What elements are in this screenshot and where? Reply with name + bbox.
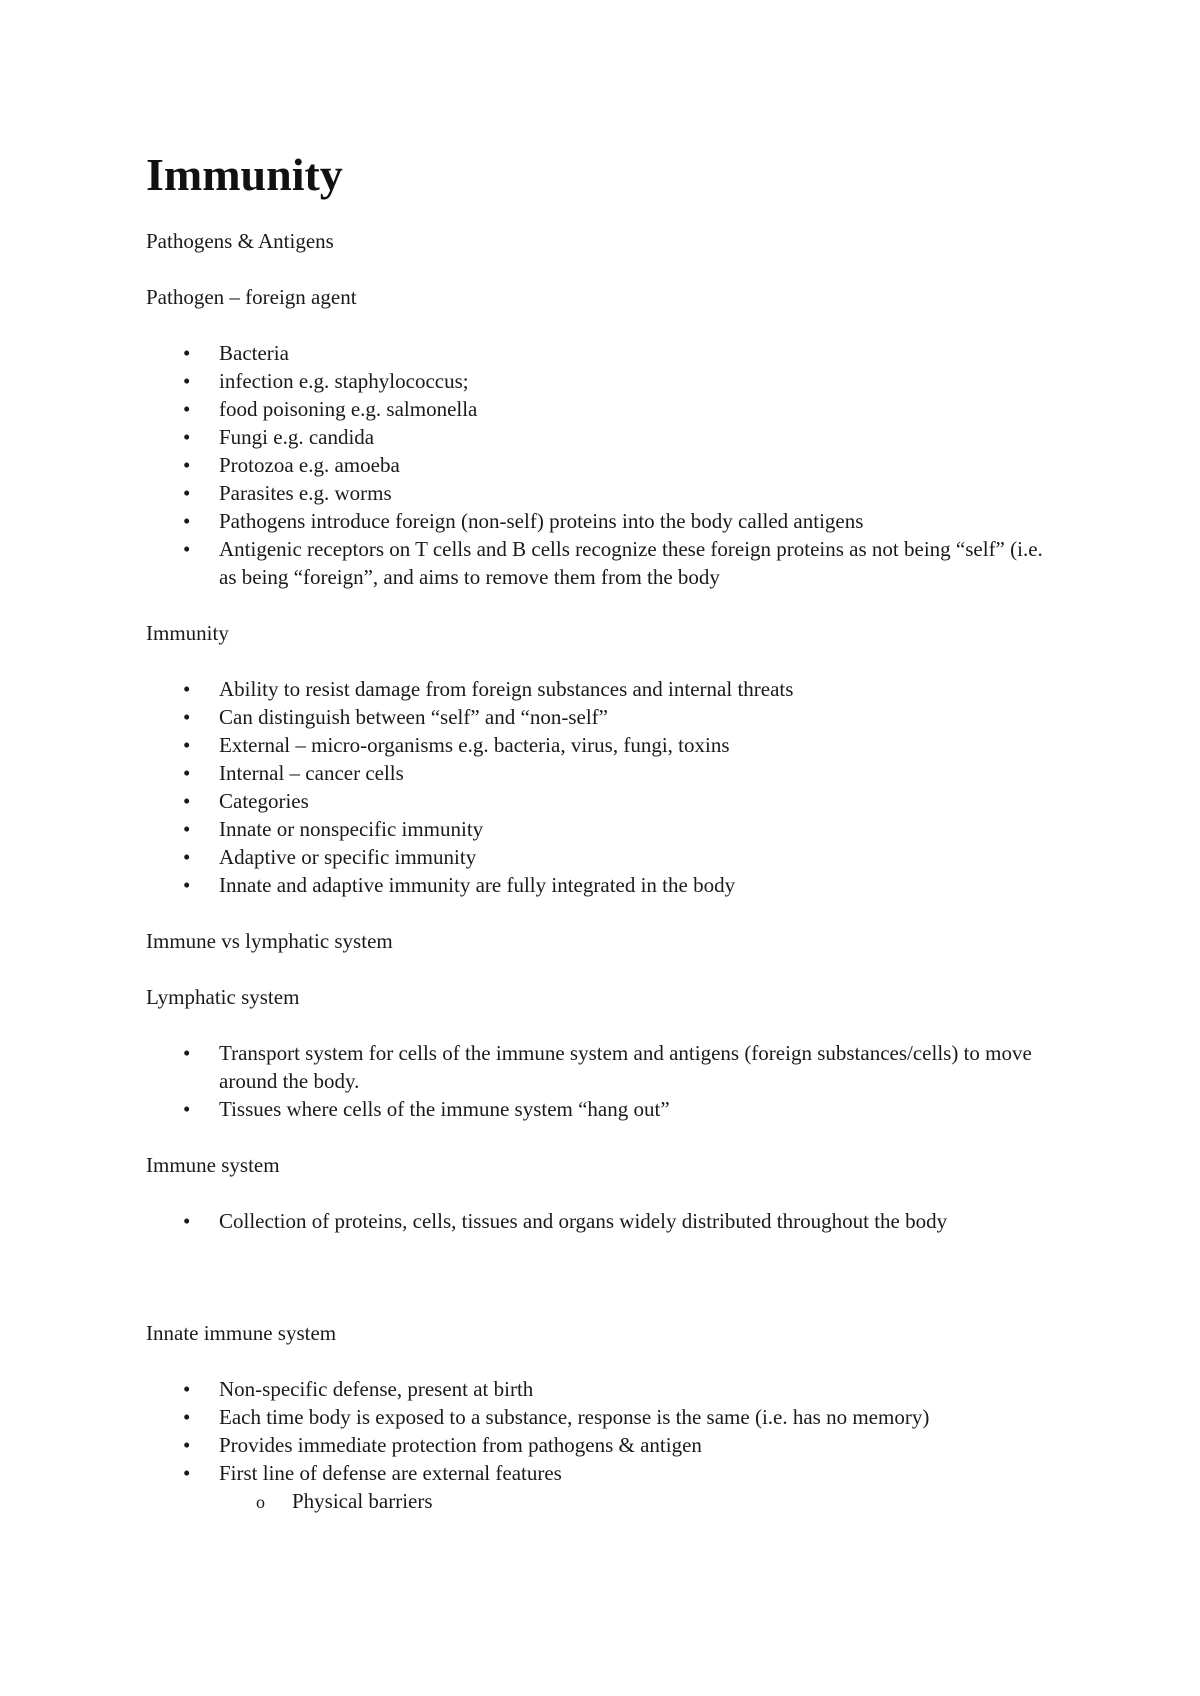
immune-system-list <box>146 1207 1046 1235</box>
bullet-icon: • <box>183 1433 191 1457</box>
immunity-list <box>146 675 1046 899</box>
list-item: • Provides immediate protection from pathogens & antigen <box>183 1433 702 1457</box>
immune-system-heading: Immune system <box>146 1153 280 1177</box>
list-item: • Tissues where cells of the immune system “hang out” <box>183 1097 670 1121</box>
list-item: • Innate and adaptive immunity are fully integrated in the body <box>183 873 736 897</box>
circle-bullet-icon: o <box>256 1492 265 1512</box>
list-item: • Pathogens introduce foreign (non-self) proteins into the body called antigens <box>183 509 864 533</box>
immune-vs-lymphatic-heading: Immune vs lymphatic system <box>146 929 393 953</box>
list-item: • Non-specific defense, present at birth <box>183 1377 534 1401</box>
list-item: • Bacteria <box>183 341 289 365</box>
list-item: o Physical barriers <box>146 1487 1046 1515</box>
bullet-icon: • <box>183 1461 191 1485</box>
list-item: • food poisoning e.g. salmonella <box>183 397 478 421</box>
bullet-icon: • <box>183 817 191 841</box>
bullet-icon: • <box>183 1041 191 1065</box>
innate-heading: Innate immune system <box>146 1321 337 1345</box>
bullet-icon: • <box>183 509 191 533</box>
list-item: • Antigenic receptors on T cells and B cells recognize these foreign proteins as not being “self” (i.e. as being “foreign”, and aims to remove them from the body <box>183 537 1043 589</box>
list-item: • First line of defense are external features <box>183 1461 562 1485</box>
bullet-icon: • <box>183 397 191 421</box>
bullet-icon: • <box>183 453 191 477</box>
list-item: • Collection of proteins, cells, tissues and organs widely distributed throughout the body <box>183 1209 948 1233</box>
immunity-heading: Immunity <box>146 621 229 645</box>
list-item: • Transport system for cells of the immune system and antigens (foreign substances/cells) to move around the body. <box>183 1041 1032 1093</box>
bullet-icon: • <box>183 677 191 701</box>
pathogens-antigens-heading: Pathogens & Antigens <box>146 229 334 253</box>
list-item: • Internal – cancer cells <box>183 761 404 785</box>
pathogen-list <box>146 339 1046 591</box>
list-item: • Ability to resist damage from foreign substances and internal threats <box>183 677 794 701</box>
list-item: • Can distinguish between “self” and “non-self” <box>183 705 608 729</box>
bullet-icon: • <box>183 789 191 813</box>
list-item: • Adaptive or specific immunity <box>183 845 477 869</box>
innate-sub-list <box>146 1487 1046 1515</box>
list-item: • External – micro-organisms e.g. bacteria, virus, fungi, toxins <box>183 733 730 757</box>
bullet-icon: • <box>183 341 191 365</box>
bullet-icon: • <box>183 873 191 897</box>
innate-list <box>146 1375 1046 1487</box>
list-item: • Fungi e.g. candida <box>183 425 375 449</box>
bullet-icon: • <box>183 1209 191 1233</box>
document-title: Immunity <box>146 149 343 200</box>
bullet-icon: • <box>183 1377 191 1401</box>
bullet-icon: • <box>183 1097 191 1121</box>
bullet-icon: • <box>183 845 191 869</box>
list-item: • Categories <box>183 789 309 813</box>
document-page <box>146 145 1046 1515</box>
pathogen-heading: Pathogen – foreign agent <box>146 285 357 309</box>
bullet-icon: • <box>183 705 191 729</box>
lymphatic-heading: Lymphatic system <box>146 985 300 1009</box>
bullet-icon: • <box>183 733 191 757</box>
list-item: • Innate or nonspecific immunity <box>183 817 484 841</box>
list-item: • Protozoa e.g. amoeba <box>183 453 400 477</box>
list-item: • Parasites e.g. worms <box>183 481 392 505</box>
bullet-icon: • <box>183 537 191 561</box>
list-item: • Each time body is exposed to a substance, response is the same (i.e. has no memory) <box>183 1405 930 1429</box>
bullet-icon: • <box>183 481 191 505</box>
list-item: • infection e.g. staphylococcus; <box>183 369 469 393</box>
bullet-icon: • <box>183 425 191 449</box>
bullet-icon: • <box>183 761 191 785</box>
bullet-icon: • <box>183 369 191 393</box>
lymphatic-list <box>146 1039 1046 1123</box>
bullet-icon: • <box>183 1405 191 1429</box>
